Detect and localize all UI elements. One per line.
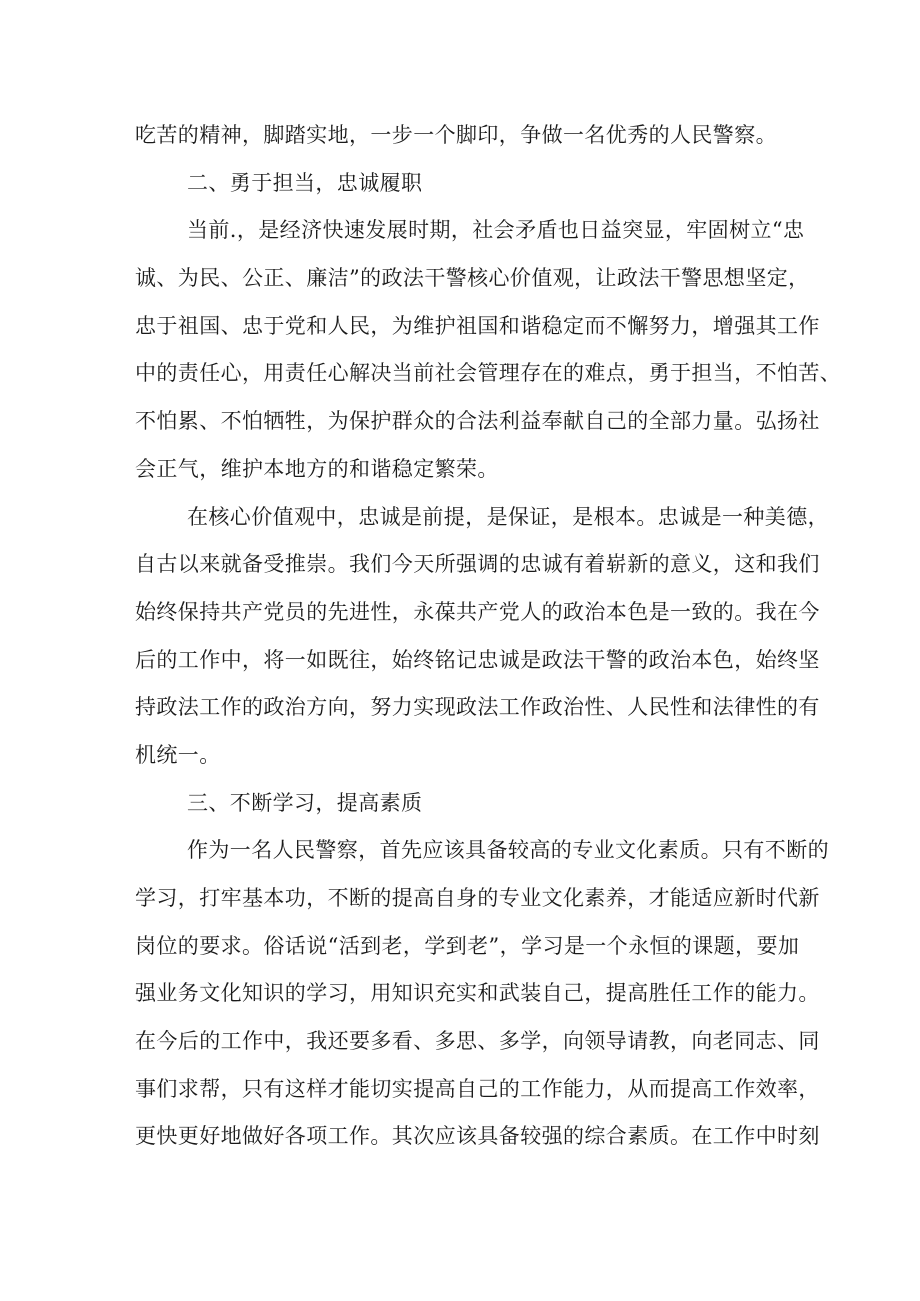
text-line: 忠于祖国、忠于党和人民，为维护祖国和谐稳定而不懈努力，增强其工作 bbox=[135, 313, 820, 338]
text-line: 诚、为民、公正、廉洁”的政法干警核心价值观，让政法干警思想坚定， bbox=[135, 266, 810, 291]
text-line: 当前.，是经济快速发展时期，社会矛盾也日益突显，牢固树立“忠 bbox=[187, 218, 805, 243]
text-line: 在今后的工作中，我还要多看、多思、多学，向领导请教，向老同志、同 bbox=[135, 1029, 820, 1054]
text-line: 始终保持共产党员的先进性，永葆共产党人的政治本色是一致的。我在今 bbox=[135, 599, 820, 624]
text-line: 中的责任心，用责任心解决当前社会管理存在的难点，勇于担当，不怕苦、 bbox=[135, 361, 842, 386]
text-line: 吃苦的精神，脚踏实地，一步一个脚印，争做一名优秀的人民警察。 bbox=[135, 123, 777, 147]
text-line: 会正气，维护本地方的和谐稳定繁荣。 bbox=[135, 456, 499, 481]
text-line: 学习，打牢基本功，不断的提高自身的专业文化素养，才能适应新时代新 bbox=[135, 886, 820, 910]
text-line: 事们求帮，只有这样才能切实提高自己的工作能力，从而提高工作效率， bbox=[135, 1076, 820, 1101]
text-line: 岗位的要求。俗话说“活到老，学到老”，学习是一个永恒的课题，要加 bbox=[135, 933, 800, 958]
text-line: 机统一。 bbox=[135, 742, 221, 767]
text-line: 持政法工作的政治方向，努力实现政法工作政治性、人民性和法律性的有 bbox=[135, 695, 820, 720]
text-line: 作为一名人民警察，首先应该具备较高的专业文化素质。只有不断的 bbox=[187, 838, 829, 863]
section-heading: 二、勇于担当，忠诚履职 bbox=[187, 170, 423, 195]
text-line: 在核心价值观中，忠诚是前提，是保证，是根本。忠诚是一种美德， bbox=[187, 504, 829, 529]
text-line: 更快更好地做好各项工作。其次应该具备较强的综合素质。在工作中时刻 bbox=[135, 1124, 820, 1149]
text-line: 不怕累、不怕牺牲，为保护群众的合法利益奉献自己的全部力量。弘扬社 bbox=[135, 409, 820, 434]
text-line: 后的工作中，将一如既往，始终铭记忠诚是政法干警的政治本色，始终坚 bbox=[135, 647, 820, 672]
text-line: 自古以来就备受推崇。我们今天所强调的忠诚有着崭新的意义，这和我们 bbox=[135, 552, 820, 577]
document-body bbox=[135, 112, 842, 1161]
section-heading: 三、不断学习，提高素质 bbox=[187, 790, 423, 815]
text-line: 强业务文化知识的学习，用知识充实和武装自己，提高胜任工作的能力。 bbox=[135, 981, 820, 1006]
